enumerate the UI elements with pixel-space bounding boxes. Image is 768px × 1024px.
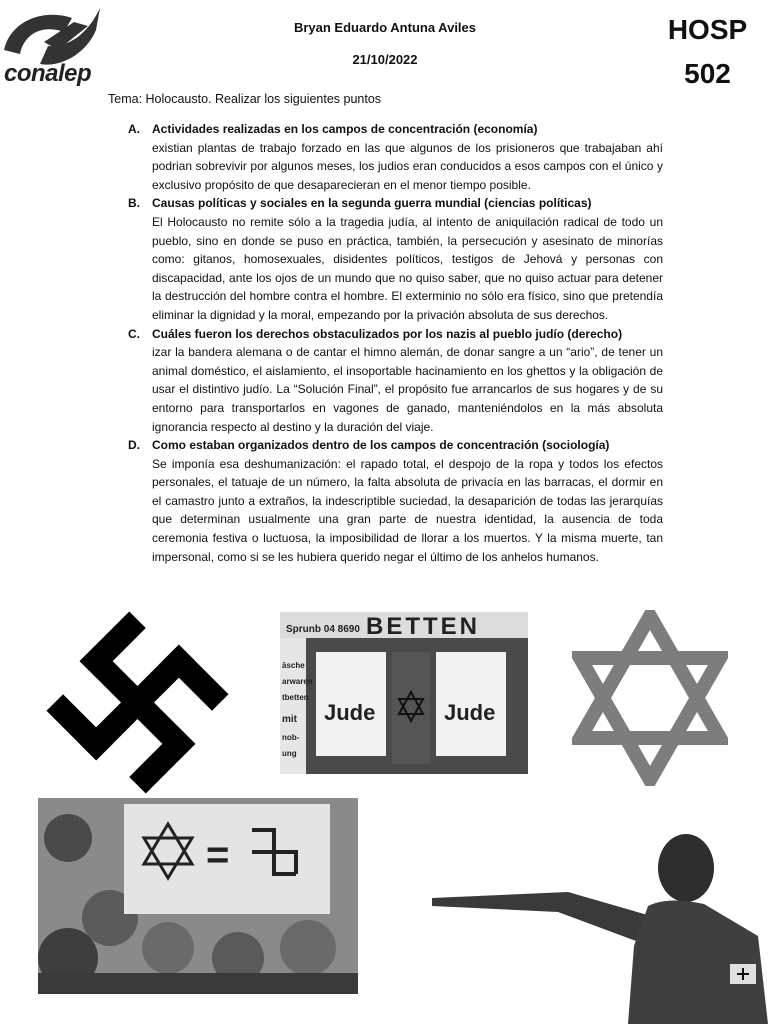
- shop-sign-text: BETTEN: [366, 613, 480, 640]
- shop-side-text: ung: [282, 749, 297, 758]
- shop-side-text: arwaren: [282, 677, 313, 686]
- window-slur-left: Jude: [324, 700, 376, 725]
- section-letter: D.: [128, 438, 140, 453]
- course-code-line2: 502: [684, 58, 731, 89]
- protest-photo: [38, 798, 358, 994]
- section-d: [128, 436, 663, 566]
- shop-number-text: Sprunb 04 8690: [286, 624, 360, 635]
- shop-side-text: tbetten: [282, 693, 309, 702]
- shop-side-text: mit: [282, 714, 297, 725]
- section-body: El Holocausto no remite sólo a la tragedia judía, al intento de aniquilación radical de todo un pueblo, sino en donde se puso en práctica, también, la persecución y asesinato de minorías como: gitanos, homosexuales, disidentes políticos, testigos de Jehová y personas con discapacidad, ante los ojos de un mundo que no quiso saber, que no quiso actuar para detener la destrucción del hombre contra el hombre. El exterminio no sólo era físico, sino que pretendía eliminar la dignidad y la moral, empezando por la privación absoluta de sus derechos.: [152, 214, 663, 322]
- author-name: Bryan Eduardo Antuna Aviles: [293, 20, 477, 35]
- section-body: izar la bandera alemana o de cantar el himno alemán, de donar sangre a un “ario”, de tener un animal doméstico, el aislamiento, el insoportable hacinamiento en los ghettos y la obligación de usar el distintivo judío. La “Solución Final”, el propósito fue arrancarlos de sus hogares y de su entorno para transportarlos en vagones de ganado, manteniéndolos en la más absoluta ignorancia respecto al destino y la duración del viaje.: [152, 345, 663, 434]
- section-a: [128, 120, 663, 194]
- saluting-figure-image: [428, 826, 768, 1024]
- section-b: [128, 194, 663, 324]
- section-heading: Actividades realizadas en los campos de concentración (economía): [152, 122, 538, 136]
- section-body: Se imponía esa deshumanización: el rapado total, el despojo de la ropa y todos los efectos personales, el tatuaje de un número, la falta absoluta de privacía en las barracas, el dormir en el camastro junto a extraños, la indescriptible suciedad, la desaparición de todas las jerarquías que determinan usualmente una gran parte de nuestra identidad, la ausencia de toda ceremonia festiva o luctuosa, la imposibilidad de llorar a los muertos. Y la misma muerte, tan impersonal, como si se les hubiera querido negar el último de los anhelos humanos.: [152, 456, 663, 564]
- course-code: [650, 8, 765, 96]
- document-date: 21/10/2022: [352, 52, 418, 67]
- topic-line: Tema: Holocausto. Realizar los siguientes puntos: [108, 92, 382, 106]
- section-letter: B.: [128, 196, 140, 211]
- section-letter: C.: [128, 326, 140, 341]
- section-heading: Cuáles fueron los derechos obstaculizados por los nazis al pueblo judío (derecho): [152, 326, 623, 341]
- section-heading: Causas políticas y sociales en la segunda guerra mundial (ciencias políticas): [152, 196, 592, 211]
- shop-window-photo: [280, 612, 528, 774]
- section-letter: A.: [128, 122, 140, 136]
- logo-wordmark: conalep: [4, 60, 92, 87]
- course-code-line1: HOSP: [667, 14, 748, 45]
- section-heading: Como estaban organizados dentro de los campos de concentración (sociología): [152, 438, 610, 453]
- shop-side-text: nob-: [282, 733, 300, 742]
- window-slur-right: Jude: [444, 700, 496, 725]
- swastika-icon: [40, 605, 235, 800]
- sections-list: [128, 120, 663, 566]
- sign-equals-text: =: [206, 833, 230, 877]
- shop-side-text: äsche: [282, 661, 305, 670]
- section-body: existian plantas de trabajo forzado en las que algunos de los prisioneros que trabajaban ahí podrian sobrevivir por algunos meses, los judios eran conducidos a esos campos con el único y exclusivo propósito de que desaparecieran en el menor tiempo posible.: [152, 140, 663, 192]
- star-of-david-icon: [572, 610, 728, 786]
- section-c: [128, 325, 663, 437]
